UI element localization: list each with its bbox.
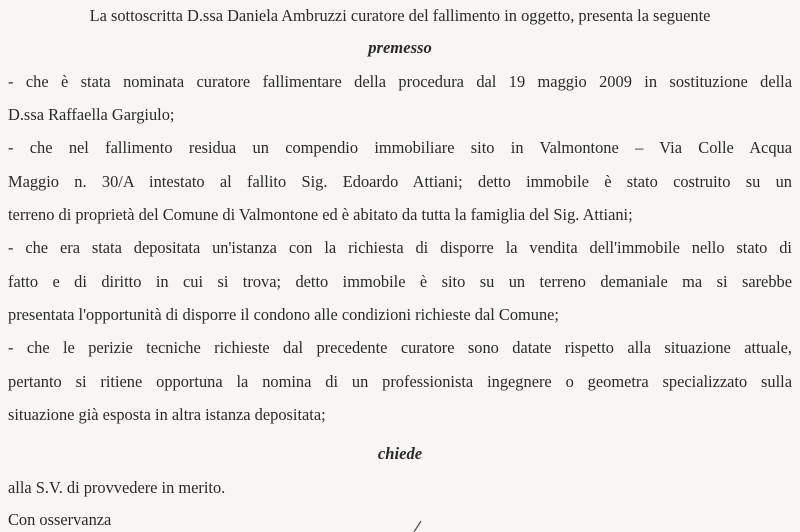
paragraph-2-line-2: Maggio n. 30/A intestato al fallito Sig. Edoardo Attiani; detto immobile è stato costruito su un [8,172,792,191]
paragraph-1-line-2: D.ssa Raffaella Gargiulo; [8,105,175,124]
paragraph-1-line-1: - che è stata nominata curatore fallimentare della procedura dal 19 maggio 2009 in sostituzione della [8,72,792,91]
closing-line: Con osservanza [8,510,112,529]
signature-stroke [412,520,424,532]
paragraph-4-line-2: pertanto si ritiene opportuna la nomina di un professionista ingegnere o geometra specializzato sulla [8,372,792,391]
request-line: alla S.V. di provvedere in merito. [8,478,226,497]
paragraph-3-line-1: - che era stata depositata un'istanza con la richiesta di disporre la vendita dell'immobile nello stato di [8,238,792,257]
heading-premesso: premesso [368,38,432,57]
paragraph-2-line-3: terreno di proprietà del Comune di Valmontone ed è abitato da tutta la famiglia del Sig. Attiani; [8,205,633,224]
paragraph-3-line-3: presentata l'opportunità di disporre il condono alle condizioni richieste dal Comune; [8,305,559,324]
paragraph-4-line-3: situazione già esposta in altra istanza depositata; [8,405,326,424]
paragraph-3-line-2: fatto e di diritto in cui si trova; detto immobile è sito su un terreno demaniale ma si sarebbe [8,272,792,291]
paragraph-2-line-1: - che nel fallimento residua un compendio immobiliare sito in Valmontone – Via Colle Acqua [8,138,792,157]
paragraph-4-line-1: - che le perizie tecniche richieste dal precedente curatore sono datate rispetto alla situazione attuale, [8,338,792,357]
heading-chiede: chiede [377,444,423,463]
intro-line: La sottoscritta D.ssa Daniela Ambruzzi curatore del fallimento in oggetto, presenta la seguente [89,6,711,25]
